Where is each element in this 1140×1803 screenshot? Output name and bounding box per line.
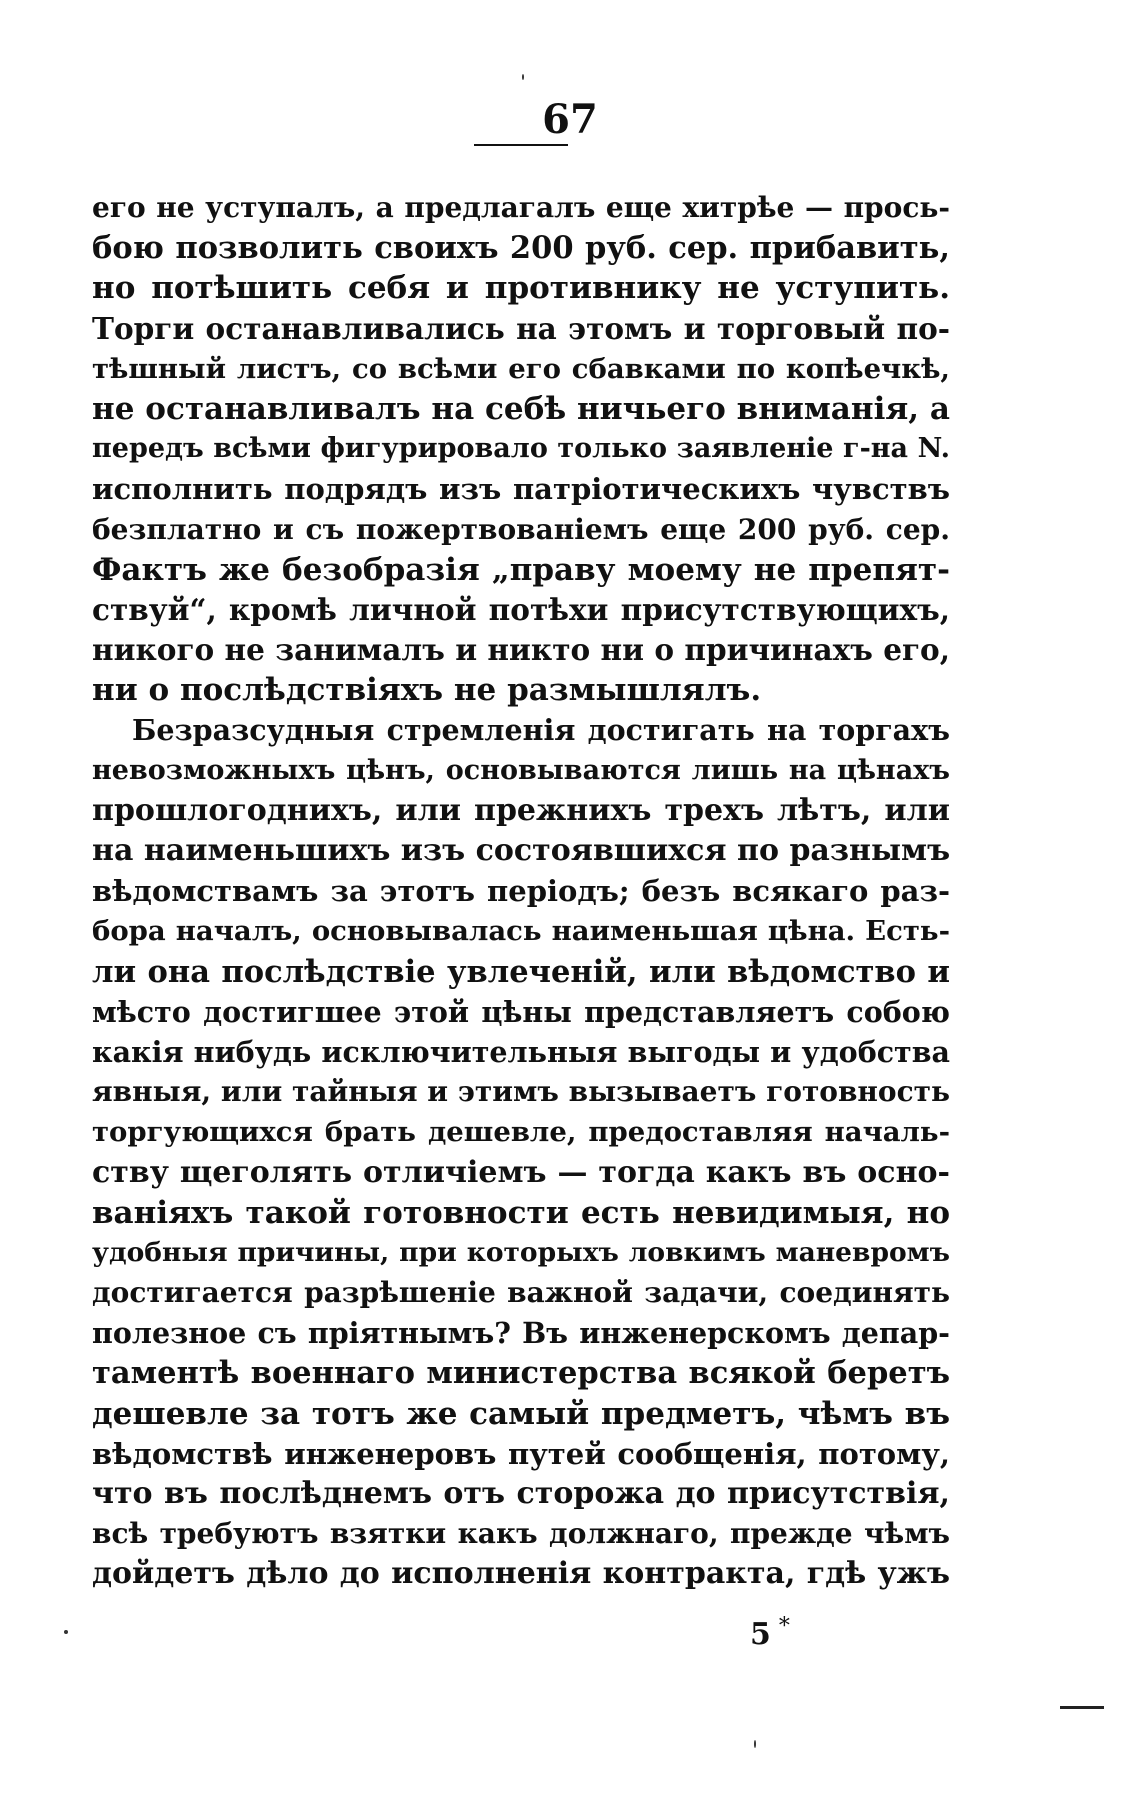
text-line: вѣдомствамъ за этотъ періодъ; безъ всякаго раз-: [92, 874, 950, 909]
text-line: ли она послѣдствіе увлеченій, или вѣдомство и: [92, 953, 950, 990]
text-line: ству щеголять отличіемъ — тогда какъ въ осно-: [92, 1154, 950, 1190]
text-line: бора началъ, основывалась наименьшая цѣна. Есть-: [92, 915, 950, 948]
text-line: невозможныхъ цѣнъ, основываются лишь на цѣнахъ: [92, 754, 950, 786]
page-number: 67: [542, 96, 598, 143]
text-line: Безразсудныя стремленія достигать на торгахъ: [132, 713, 950, 748]
text-line: явныя, или тайныя и этимъ вызываетъ готовность: [92, 1075, 950, 1109]
body-text: [92, 188, 950, 1595]
text-line: безплатно и съ пожертвованіемъ еще 200 руб. сер.: [92, 512, 950, 546]
text-line: удобныя причины, при которыхъ ловкимъ маневромъ: [92, 1236, 950, 1268]
text-line: какія нибудь исключительныя выгоды и удобства: [92, 1034, 950, 1069]
text-line: полезное съ пріятнымъ? Въ инженерскомъ депар-: [92, 1316, 950, 1351]
text-line: ваніяхъ такой готовности есть невидимыя, но: [92, 1194, 950, 1231]
text-line: торгующихся брать дешевле, предоставляя началь-: [92, 1116, 950, 1149]
paragraph-1: [92, 188, 950, 710]
text-line: тѣшный листъ, со всѣми его сбавками по копѣечкѣ,: [92, 352, 950, 385]
text-line: таментѣ военнаго министерства всякой беретъ: [92, 1355, 950, 1392]
ink-speck: [754, 1740, 756, 1748]
text-line: ствуй“, кромѣ личной потѣхи присутствующихъ,: [92, 591, 950, 627]
text-line: достигается разрѣшеніе важной задачи, соединять: [92, 1276, 950, 1310]
text-line: Торги останавливались на этомъ и торговый по-: [92, 310, 950, 346]
ink-speck: [522, 74, 524, 80]
text-line: не останавливалъ на себѣ ничьего вниманія, а: [92, 390, 950, 427]
text-line: Фактъ же безобразія „праву моему не препят-: [92, 551, 950, 588]
signature-mark: [750, 1616, 790, 1650]
text-line: дешевле за тотъ же самый предметъ, чѣмъ въ: [92, 1395, 950, 1432]
text-line: дойдетъ дѣло до исполненія контракта, гдѣ ужъ: [92, 1556, 950, 1592]
text-line: что въ послѣднемъ отъ сторожа до присутствія,: [92, 1476, 950, 1511]
ink-speck: [64, 1630, 68, 1634]
text-line: но потѣшить себя и противнику не уступить.: [92, 270, 950, 307]
paragraph-2: [92, 710, 950, 1594]
text-line: на наименьшихъ изъ состоявшихся по разнымъ: [92, 833, 951, 868]
text-line: всѣ требуютъ взятки какъ должнаго, прежде чѣмъ: [92, 1517, 950, 1551]
text-line: вѣдомствѣ инженеровъ путей сообщенія, потому,: [92, 1436, 950, 1471]
margin-dash: [1060, 1706, 1104, 1709]
text-line: передъ всѣми фигурировало только заявленіе г-на N.: [92, 433, 950, 465]
text-line: мѣсто достигшее этой цѣны представляетъ собою: [92, 994, 950, 1029]
signature-number: 5: [750, 1617, 771, 1652]
text-line: его не уступалъ, а предлагалъ еще хитрѣе — прось-: [92, 191, 950, 224]
header-rule: [474, 144, 568, 146]
text-line: бою позволить своихъ 200 руб. сер. прибавить,: [92, 230, 950, 267]
text-line: ни о послѣдствіяхъ не размышлялъ.: [92, 672, 762, 709]
text-line: прошлогоднихъ, или прежнихъ трехъ лѣтъ, или: [92, 792, 950, 828]
asterisk-icon: *: [778, 1614, 790, 1639]
text-line: исполнить подрядъ изъ патріотическихъ чувствъ: [92, 472, 950, 507]
text-line: никого не занималъ и никто ни о причинахъ его,: [92, 632, 950, 668]
